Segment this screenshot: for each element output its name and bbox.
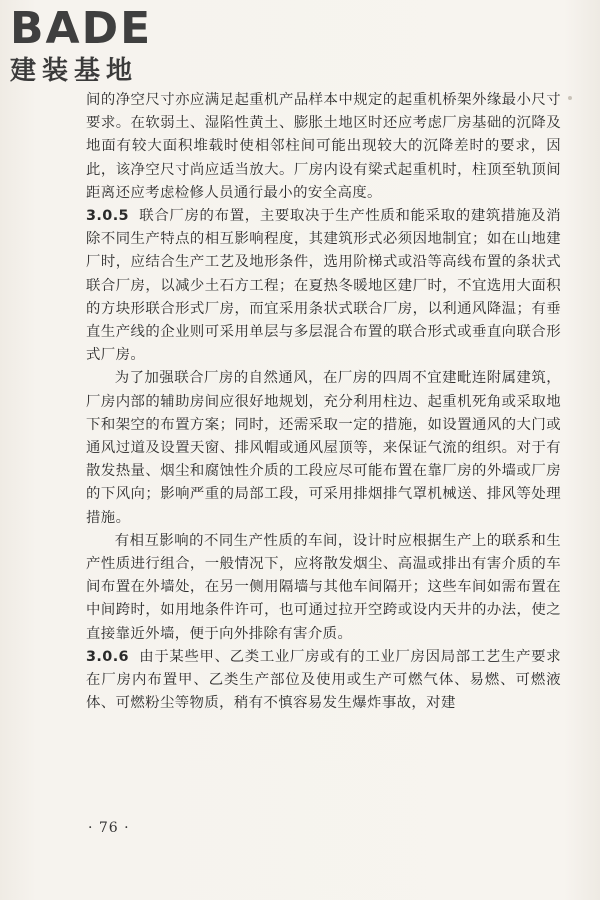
- paragraph: [86, 646, 561, 716]
- clause-number: 3.0.6: [86, 648, 129, 665]
- paragraph: [86, 89, 561, 205]
- clause-number: 3.0.5: [86, 208, 129, 225]
- scan-speck: [568, 96, 572, 100]
- paragraph-text: 由于某些甲、乙类工业厂房或有的工业厂房因局部工艺生产要求在厂房内布置甲、乙类生产部位及使用或生产可燃气体、易燃、可燃液体、可燃粉尘等物质，稍有不慎容易发生爆炸事故，对建: [86, 648, 561, 712]
- bade-logo: [10, 3, 180, 86]
- paragraph-text: 为了加强联合厂房的自然通风，在厂房的四周不宜建毗连附属建筑，厂房内部的辅助房间应很好地规划，充分利用柱边、起重机死角或采取地下和架空的布置方案；同时，还需采取一定的措施，如设置通风的大门或通风过道及设置天窗、排风帽或通风屋顶等，来保证气流的组织。对于有散发热量、烟尘和腐蚀性介质的工段应尽可能布置在靠厂房的外墙或厂房的下风向；影响严重的局部工段，可采用排烟排气罩机械送、排风等处理措施。: [86, 370, 561, 526]
- paragraph-text: 间的净空尺寸亦应满足起重机产品样本中规定的起重机桥架外缘最小尺寸要求。在软弱土、湿陷性黄土、膨胀土地区时还应考虑厂房基础的沉降及地面有较大面积堆载时使相邻柱间可能出现较大的沉降差时的要求，因此，该净空尺寸尚应适当放大。厂房内设有梁式起重机时，柱顶至轨顶间距离还应考虑检修人员通行最小的安全高度。: [86, 92, 561, 201]
- logo-subtitle: 建装基地: [10, 56, 139, 86]
- paragraph: [86, 530, 561, 646]
- page-number: · 76 ·: [88, 820, 130, 836]
- paragraph: [86, 205, 561, 367]
- logo-wordmark: BADE: [10, 3, 153, 54]
- paragraph-text: 联合厂房的布置，主要取决于生产性质和能采取的建筑措施及消除不同生产特点的相互影响程度，其建筑形式必须因地制宜；如在山地建厂时，应结合生产工艺及地形条件，选用阶梯式或沿等高线布置的条状式联合厂房，以减少土石方工程；在夏热冬暖地区建厂时，不宜选用大面积的方块形联合形式厂房，而宜采用条状式联合厂房，以利通风降温；有垂直生产线的企业则可采用单层与多层混合布置的联合形式或垂直向联合形式厂房。: [86, 208, 561, 364]
- paragraph-text: 有相互影响的不同生产性质的车间，设计时应根据生产上的联系和生产性质进行组合，一般情况下，应将散发烟尘、高温或排出有害介质的车间布置在外墙处，在另一侧用隔墙与其他车间隔开；这些车间如需布置在中间跨时，如用地条件许可，也可通过拉开空跨或设内天井的办法，使之直接靠近外墙，便于向外排除有害介质。: [86, 532, 561, 642]
- body-text: [86, 89, 561, 715]
- paragraph: [86, 367, 561, 529]
